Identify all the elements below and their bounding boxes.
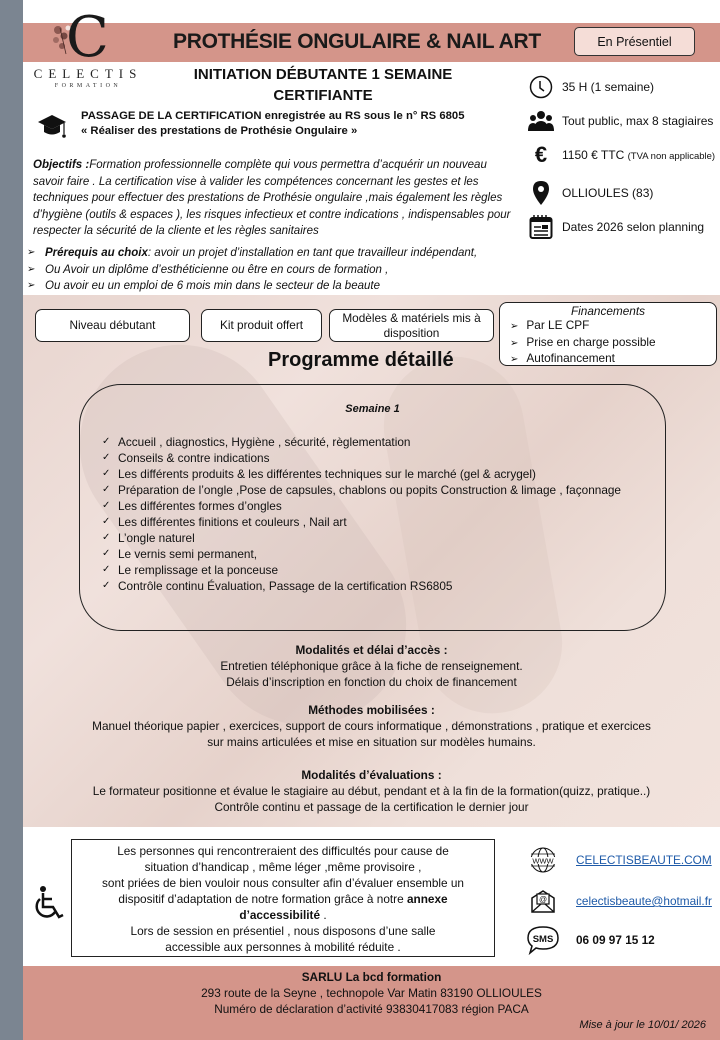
programme-title: Programme détaillé: [268, 349, 454, 371]
accessibility-notice: Les personnes qui rencontreraient des difficultés pour cause de situation d’handicap , même léger ,même provisoire , sont priées de bien vouloir nous consulter afin d’évaluer ensemble un dispositif d’adaptation de notre formation grâce à notre annexe d’accessibilité . Lors de session en présentiel , nous disposons d’une salle accessible aux personnes à mobilité réduite .: [71, 839, 495, 957]
email-link[interactable]: celectisbeaute@hotmail.fr: [576, 894, 712, 908]
map-pin-icon: [528, 180, 554, 206]
arrow-bullet-icon: ➢: [27, 247, 36, 258]
footer-declaration: Numéro de déclaration d’activité 93830417083 région PACA: [214, 1002, 529, 1016]
check-icon: ✓: [102, 500, 111, 511]
certification-block: [37, 109, 464, 141]
sms-label: SMS: [532, 934, 554, 945]
info-dates: [528, 210, 718, 244]
prerequis-list: [27, 245, 527, 295]
programme-box: [79, 384, 666, 631]
mode-badge: En Présentiel: [574, 27, 695, 56]
week-title: Semaine 1: [345, 403, 400, 415]
prerequis-item: ➢ Prérequis au choix: avoir un projet d’installation en tant que travailleur indépendant,: [27, 245, 527, 262]
subtitle: [173, 64, 473, 106]
email-envelope-icon: [526, 886, 560, 916]
info-price: [528, 138, 718, 172]
programme-item: ✓ Le vernis semi permanent,: [102, 547, 258, 561]
dates-text: Dates 2026 selon planning: [562, 220, 705, 234]
celectis-logo: [28, 5, 148, 95]
contact-phone: [526, 925, 655, 955]
clock-icon: [528, 74, 554, 100]
prerequis-item: ➢ Ou Avoir un diplôme d’esthéticienne ou être en cours de formation ,: [27, 262, 527, 279]
footer-company: SARLU La bcd formation: [301, 970, 442, 984]
arrow-bullet-icon: ➢: [510, 337, 519, 349]
evaluations-title: Modalités d’évaluations :: [301, 768, 442, 782]
financement-item: ➢ Par LE CPF: [510, 318, 590, 332]
sms-bubble-icon: [526, 925, 560, 955]
programme-item: ✓ Les différentes finitions et couleurs , Nail art: [102, 515, 347, 529]
programme-item: ✓ Les différentes formes d’ongles: [102, 499, 282, 513]
price-note: (TVA non applicable): [627, 151, 716, 162]
group-icon: [528, 108, 554, 134]
info-audience: [528, 104, 718, 138]
contact-email: [526, 886, 712, 916]
programme-item: ✓ Les différents produits & les différentes techniques sur le marché (gel & acrygel): [102, 467, 536, 481]
arrow-bullet-icon: ➢: [27, 280, 36, 291]
subtitle-line-2: CERTIFIANTE: [273, 87, 373, 104]
price-text: 1150 € TTC: [562, 148, 625, 162]
programme-item: ✓ Contrôle continu Évaluation, Passage de la certification RS6805: [102, 579, 453, 593]
check-icon: ✓: [102, 532, 111, 543]
footer-updated: Mise à jour le 10/01/ 2026: [579, 1019, 706, 1031]
methodes-title: Méthodes mobilisées :: [308, 703, 435, 717]
logo-name: CELECTIS: [33, 66, 143, 81]
programme-item: ✓ Préparation de l’ongle ,Pose de capsules, chablons ou popits Construction & limage , façonnage: [102, 483, 621, 497]
duration-text: 35 H (1 semaine): [562, 80, 655, 94]
prerequis-label: Prérequis au choix: [45, 247, 148, 259]
footer: [23, 966, 720, 1040]
modalites-acces-title: Modalités et délai d’accès :: [295, 643, 448, 657]
check-icon: ✓: [102, 468, 111, 479]
certification-line-1: PASSAGE DE LA CERTIFICATION enregistrée au RS sous le n° RS 6805: [81, 110, 465, 122]
website-link[interactable]: CELECTISBEAUTE.COM: [576, 853, 712, 867]
footer-address: 293 route de la Seyne , technopole Var Matin 83190 OLLIOULES: [201, 986, 542, 1000]
tag-modeles: Modèles & matériels mis à disposition: [329, 309, 494, 342]
programme-item: ✓ Le remplissage et la ponceuse: [102, 563, 279, 577]
check-icon: ✓: [102, 548, 111, 559]
audience-text: Tout public, max 8 stagiaires: [562, 114, 714, 128]
graduation-cap-icon: [37, 111, 67, 141]
objectifs-paragraph: [33, 157, 519, 240]
wheelchair-icon: [33, 885, 67, 921]
info-location: [528, 176, 718, 210]
svg-text:@: @: [538, 895, 548, 904]
check-icon: ✓: [102, 580, 111, 591]
phone-number: 06 09 97 15 12: [576, 933, 655, 947]
calendar-icon: [528, 214, 554, 240]
tag-kit: Kit produit offert: [201, 309, 322, 342]
programme-item: ✓ Accueil , diagnostics, Hygiène , sécurité, règlementation: [102, 435, 411, 449]
arrow-bullet-icon: ➢: [510, 354, 519, 365]
modalites-acces-section: Modalités et délai d’accès : Entretien téléphonique grâce à la fiche de renseignement. Délais d’inscription en fonction du choix de financement: [23, 642, 720, 690]
prerequis-item: ➢ Ou avoir eu un emploi de 6 mois min dans le secteur de la beaute: [27, 278, 527, 295]
check-icon: ✓: [102, 452, 111, 463]
contact-website: [526, 845, 712, 875]
check-icon: ✓: [102, 484, 111, 495]
check-icon: ✓: [102, 516, 111, 527]
svg-text:WWW: WWW: [532, 856, 554, 866]
methodes-section: Méthodes mobilisées : Manuel théorique papier , exercices, support de cours informatique , démonstrations , pratique et exercices sur mains articulées et mise en situation sur modèles humains.: [23, 702, 720, 750]
financements-box: [499, 302, 717, 366]
arrow-bullet-icon: ➢: [27, 263, 36, 275]
programme-item: ✓ L’ongle naturel: [102, 531, 195, 545]
logo-letter: C: [66, 5, 109, 70]
objectifs-label: Objectifs :: [33, 159, 90, 171]
certification-line-2: « Réaliser des prestations de Prothésie Ongulaire »: [81, 125, 358, 137]
globe-www-icon: [526, 845, 560, 875]
info-duration: [528, 70, 718, 104]
programme-item: ✓ Conseils & contre indications: [102, 451, 270, 465]
objectifs-text: Formation professionnelle complète qui vous permettra d’acquérir un nouveau savoir faire . La certification vise à valider les compétences concernant les gestes et les techniques pour effectuer des prestations de Prothésie ongulaire ,mais également les règles d’hygiène (outils & espaces ), les risques infectieux et contre indications , indispensables pour respecter la sécurité de la cliente et les règles sanitaires: [33, 159, 511, 237]
financement-item: ➢ Prise en charge possible: [510, 334, 656, 349]
document-page: [23, 0, 720, 1040]
evaluations-section: Modalités d’évaluations : Le formateur positionne et évalue le stagiaire au début, pendant et à la fin de la formation(quizz, pratique..) Contrôle continu et passage de la certification le dernier jour: [23, 767, 720, 815]
check-icon: ✓: [102, 436, 111, 447]
financements-title: Financements: [570, 304, 646, 318]
programme-list: [102, 434, 621, 594]
info-list: [528, 70, 718, 244]
arrow-bullet-icon: ➢: [510, 321, 519, 332]
page-title: PROTHÉSIE ONGULAIRE & NAIL ART: [173, 30, 541, 53]
euro-icon: €: [534, 142, 548, 167]
subtitle-line-1: INITIATION DÉBUTANTE 1 SEMAINE: [193, 66, 453, 83]
financement-item: ➢ Autofinancement: [510, 351, 615, 365]
location-text: OLLIOULES (83): [562, 186, 654, 200]
logo-subtitle: FORMATION: [54, 83, 122, 89]
check-icon: ✓: [102, 564, 111, 575]
left-margin-bar: [0, 0, 23, 1040]
tag-niveau: Niveau débutant: [35, 309, 190, 342]
